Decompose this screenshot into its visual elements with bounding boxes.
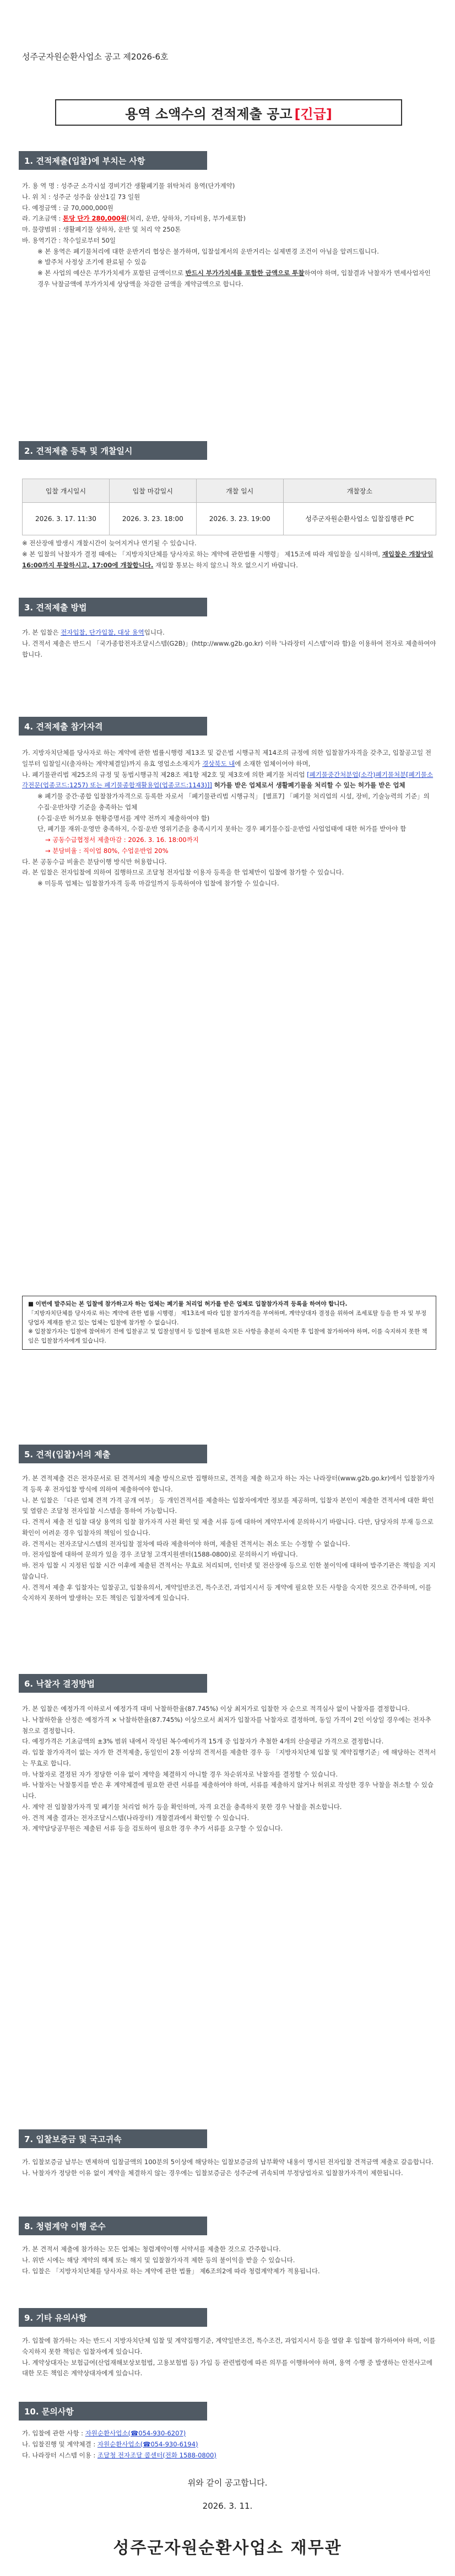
qual-a-1: 가. 지방자치단체를 당사자로 하는 계약에 관한 법률시행령 제13조 및 같은법 시행규칙 제14조의 규정에 의한 입찰참가자격을 갖추고, 입찰공고일 전일부터 입찰일시(출자하는 계약체결일)까지 유효 영업소소재지가 — [22, 749, 432, 768]
contact-bid — [22, 2428, 436, 2439]
table-row — [23, 503, 436, 535]
section-10-body — [22, 2428, 436, 2461]
notice-box-line-2: 「지방자치단체를 당사자로 하는 계약에 관한 법률 시행령」 제13조에 따라 입찰 참가자격을 부여하며, 계약상대자 결정을 위하여 조세포탈 등을 한 자 및 부정당업자 제재를 받고 있는 업체는 입찰에 참가할 수 없습니다. — [28, 1310, 427, 1326]
cell-place: 성주군자원순환사업소 입찰집행관 PC — [283, 503, 436, 535]
integrity-a: 가. 본 견적서 제출에 참가하는 모든 업체는 청렴계약이행 서약서를 제출한 것으로 간주합니다. — [22, 2245, 281, 2253]
joint-deadline: → 공동수급협정서 제출마감 : 2026. 3. 16. 18:00까지 — [45, 836, 199, 844]
award-i: 자. 계약담당공무원은 제출된 서류 등을 검토하여 필요한 경우 추가 서류를 요구할 수 있습니다. — [22, 1824, 283, 1833]
notice-number: 성주군자원순환사업소 공고 제2026-6호 — [22, 52, 169, 62]
joint-ratio: → 분담비율 : 직이업 80%, 수업운반업 20% — [45, 846, 169, 855]
quantity: 마. 물량범위 : 생활폐기물 상하차, 운반 및 처리 약 250톤 — [22, 226, 181, 234]
contact-contract-value: 자원순환사업소(☎054-930-6194) — [97, 2440, 198, 2448]
note-outage: ※ 전산장애 발생시 개찰시간이 늦어지거나 연기될 수 있습니다. — [22, 539, 197, 547]
col-place: 개찰장소 — [283, 479, 436, 503]
qualification-c: 다. 본 공동수급 비율은 분담이행 방식만 허용합니다. — [22, 857, 167, 866]
award-c: 다. 예정가격은 기초금액의 ±3% 범위 내에서 작성된 복수예비가격 15개 중 입찰자가 추첨한 4개의 산술평균 가격으로 결정합니다. — [22, 1737, 384, 1746]
section-7-body — [22, 2157, 436, 2179]
deposit-b: 나. 낙찰자가 정당한 이유 없이 계약을 체결하지 않는 경우에는 입찰보증금은 성주군에 귀속되며 부정당업자로 입찰참가자격이 제한됩니다. — [22, 2169, 403, 2177]
section-10-header: 10. 문의사항 — [19, 2402, 207, 2421]
contact-system — [22, 2450, 436, 2461]
submit-f: 바. 전자 입찰 시 지정된 입찰 시간 이후에 제출된 견적서는 무효로 처리되며, 인터넷 및 전산장애 등으로 인한 불이익에 대하여 발주기관은 책임을 지지 않습니다. — [22, 1561, 436, 1580]
award-g: 사. 계약 전 입찰참가자격 및 폐기물 처리업 허가 등을 확인하며, 자격 요건을 충족하지 못한 경우 낙찰을 취소합니다. — [22, 1802, 342, 1811]
base-price-value: 톤당 단가 280,000원 — [63, 214, 127, 223]
notice-box-line-1: ■ 이번에 발주되는 본 입찰에 참가하고자 하는 업체는 폐기물 처리업 허가를 받은 업체로 입찰참가자격 등록을 하여야 합니다. — [28, 1301, 348, 1307]
note-rebid-a: ※ 본 입찰의 낙찰자가 결정 때에는 「지방자치단체를 당사자로 하는 계약에 관한법률 시행령」 제15조에 따라 재입찰을 실시하며, — [22, 550, 382, 558]
section-8-header: 8. 청렴계약 이행 준수 — [19, 2217, 207, 2235]
qual-b-codes: [폐기물중간처분업(소각)폐기물처분[폐기물소각전문(업종코드:1257) 또는 폐기물종합재활용업(업종코드:1143)]] — [22, 770, 434, 790]
page-title — [55, 99, 402, 126]
col-opening: 개찰 일시 — [196, 479, 283, 503]
award-e: 마. 낙찰자로 결정된 자가 정당한 이유 없이 계약을 체결하지 아니할 경우 차순위자로 낙찰자를 결정할 수 있습니다. — [22, 1770, 338, 1778]
bid-type — [22, 627, 436, 638]
contact-system-value: 조달청 전자조달 콜센터(전화 1588-0800) — [97, 2451, 216, 2459]
section-6-body — [22, 1704, 436, 1834]
base-price-note: (처리, 운반, 상하차, 기타비용, 부가세포함) — [126, 214, 246, 223]
award-h: 아. 견적 제출 결과는 전자조달시스템(나라장터) 개찰결과에서 확인할 수 있습니다. — [22, 1813, 250, 1822]
cell-opening: 2026. 3. 23. 19:00 — [196, 503, 283, 535]
award-a: 가. 본 입찰은 예정가격 이하로서 예정가격 대비 낙찰하한율(87.745%) 이상 최저가로 입찰한 자 순으로 적격심사 없이 낙찰자를 결정합니다. — [22, 1705, 410, 1713]
section-9-header: 9. 기타 유의사항 — [19, 2308, 207, 2327]
section-8-body — [22, 2244, 436, 2277]
note-vat-a: ※ 본 사업의 예산은 부가가치세가 포함된 금액이므로 — [37, 269, 186, 277]
qualification-b — [22, 770, 436, 792]
contact-bid-value: 자원순환사업소(☎054-930-6207) — [85, 2429, 186, 2437]
note-distance: ※ 본 용역은 폐기물처리에 대한 운반거리 협상은 불가하며, 입찰설계서의 운반거리는 실제변경 조건이 아님을 알려드립니다. — [37, 247, 379, 255]
contact-system-label: 다. 나라장터 시스템 이용 : — [22, 2451, 98, 2459]
qual-b-1: 나. 폐기물관리법 제25조의 규정 및 동법시행규칙 제28조 제1항 제2호 및 제3호에 의한 폐기물 처리업 — [22, 770, 305, 779]
section-4-header: 4. 견적제출 참가자격 — [19, 717, 207, 736]
cell-close: 2026. 3. 23. 18:00 — [109, 503, 196, 535]
submit-g: 사. 견적서 제출 후 입찰자는 입찰공고, 입찰유의서, 계약일반조건, 특수조건, 과업지시서 등 계약에 필요한 모든 사항을 숙지한 것으로 간주하며, 이를 숙지하지 못하여 발생하는 모든 책임은 입찰자에게 있습니다. — [22, 1583, 432, 1602]
section-5-header: 5. 견적(입찰)서의 제출 — [19, 1445, 207, 1463]
award-f: 바. 낙찰자는 낙찰통지를 받은 후 계약체결에 필요한 관련 서류를 제출하여야 하며, 서류를 제출하지 않거나 허위로 작성한 경우 낙찰을 취소할 수 있습니다. — [22, 1781, 434, 1800]
contact-contract — [22, 2439, 436, 2450]
note-vat — [22, 268, 436, 290]
misc-a: 가. 입찰에 참가하는 자는 반드시 지방자치단체 입찰 및 계약집행기준, 계약일반조건, 특수조건, 과업지시서 등을 열람 후 입찰에 참가하여야 하며, 이를 숙지하지 못한 책임은 입찰자에게 있습니다. — [22, 2337, 436, 2355]
notice-box-line-3: ※ 입찰참가자는 입찰에 참여하기 전에 입찰공고 및 입찰설명서 등 입찰에 필요한 모든 사항을 충분히 숙지한 후 입찰에 참가하여야 하며, 이를 숙지하지 못한 책임은 입찰참가자에게 있습니다. — [28, 1328, 427, 1345]
col-close: 입찰 마감일시 — [109, 479, 196, 503]
service-period: 바. 용역기간 : 착수일로부터 50일 — [22, 236, 116, 244]
qualification-notice-box — [22, 1296, 436, 1350]
section-4-body — [22, 748, 436, 889]
section-3-body — [22, 627, 436, 660]
col-open: 입찰 개시일시 — [23, 479, 110, 503]
section-6-header: 6. 낙찰자 결정방법 — [19, 1674, 207, 1693]
schedule-table — [22, 479, 436, 535]
award-b: 나. 낙찰하한율 산정은 예정가격 × 낙찰하한율(87.745%) 이상으로서 최저가 입찰자를 낙찰자로 결정하며, 동일 가격이 2인 이상일 경우에는 전자추첨으로 결정합니다. — [22, 1715, 431, 1735]
section-2-header: 2. 견적제출 등록 및 개찰일시 — [19, 441, 207, 460]
title-text: 용역 소액수의 견적제출 공고 — [125, 106, 292, 122]
award-d: 라. 입찰 참가자격이 없는 자가 한 견적제출, 동일인이 2통 이상의 견적서를 제출한 경우 등 「지방자치단체 입찰 및 계약집행기준」에 해당하는 견적서는 무효로 합니다. — [22, 1748, 436, 1767]
section-5-body — [22, 1473, 436, 1604]
base-price-label: 라. 기초금액 : — [22, 214, 63, 223]
urgent-badge: [긴급] — [294, 106, 332, 122]
qual-a-3: 에 소재한 업체이어야 하며, — [235, 759, 311, 768]
cell-open: 2026. 3. 17. 11:30 — [23, 503, 110, 535]
qual-note-3: 단, 폐기물 재위·운영만 충족하지, 수집·운반 영위기준을 충족시키지 못하는 경우 폐기물수집·운반업 사업업태에 대한 허가를 받아야 함 — [37, 825, 407, 833]
contact-bid-label: 가. 입찰에 관한 사항 : — [22, 2429, 85, 2437]
service-name: 가. 용 역 명 : 성주군 소각시설 경비기간 생활폐기물 위탁처리 용역(단가계약) — [22, 182, 235, 190]
submit-c: 다. 견적서 제출 전 입찰 대상 용역의 입찰 참가자격 사전 확인 및 제출 서류 등에 대하여 계약부서에 문의하시기 바랍니다. 다만, 담당자의 부재 등으로 확인이 어려운 경우 입찰자의 책임이 있습니다. — [22, 1518, 434, 1537]
qual-note-4: ※ 미등록 업체는 입찰참가자격 등록 마감일까지 등록하여야 입찰에 참가할 수 있습니다. — [37, 879, 279, 888]
section-3-header: 3. 견적제출 방법 — [19, 598, 207, 616]
note-rebid-b: 재입찰은 개찰당일 16:00까지 투찰하시고, 17:00에 개찰합니다. — [22, 550, 434, 569]
estimated-price: 다. 예정금액 : 금 70,000,000원 — [22, 203, 113, 212]
section-1-body — [22, 181, 436, 290]
submit-e: 마. 전자입찰에 대하여 문의가 있을 경우 조달청 고객지원센터(1588-0800)로 문의하시기 바랍니다. — [22, 1550, 298, 1559]
closing-text: 위와 같이 공고합니다. — [187, 2478, 268, 2488]
submit-a: 가. 본 견적제출 건은 전자문서로 된 견적서의 제출 방식으로만 집행하므로, 견적을 제출 하고자 하는 자는 나라장터(www.g2b.go.kr)에서 입찰참가자격 등록 후 전자입찰 방식에 의하여 제출하여야 합니다. — [22, 1474, 435, 1493]
note-rebid-c: 재입찰 통보는 하지 않으니 착오 없으시기 바랍니다. — [153, 561, 298, 569]
bid-type-b: 전자입찰, 단가입찰, 대상 용역 — [61, 629, 144, 636]
issuing-organization: 성주군자원순환사업소 재무관 — [113, 2539, 342, 2558]
submit-method: 나. 견적서 제출은 반드시 「국가종합전자조달시스템(G2B)」(http://www.g2b.go.kr) 이하 '나라장터 시스템'이라 함)을 이용하여 전자로 제출하여야 합니다. — [22, 639, 436, 658]
closing-date: 2026. 3. 11. — [202, 2501, 253, 2511]
bid-type-a: 가. 본 입찰은 — [22, 629, 61, 636]
qual-note-1: ※ 폐기물 중간·종합 입찰참가자격으로 등록한 자로서 「폐기물관리법 시행규칙」 [별표7] 「폐기물 처리업의 시설, 장비, 기술능력의 기준」의 수집·운반차량 기준을 충족하는 업체 — [37, 792, 430, 811]
note-vat-b: 반드시 부가가치세를 포함한 금액으로 투찰 — [185, 269, 305, 277]
section-2-notes — [22, 538, 436, 571]
qual-a-region: 경상북도 내 — [202, 759, 235, 768]
integrity-c: 다. 입찰은 「지방자치단체를 당사자로 하는 계약에 관한 법률」 제6조의2에 따라 청렴계약제가 적용됩니다. — [22, 2267, 320, 2275]
note-vat-c: 하여야 하며, 입찰결과 낙찰자가 면세사업자인 경우 낙찰금액에 부가가치세 상당액을 차감한 금액을 계약금액으로 합니다. — [37, 269, 431, 288]
qualification-d: 라. 본 입찰은 전자입찰에 의하여 집행하므로 조달청 전자입찰 이용자 등록을 한 업체만이 입찰에 참가할 수 있습니다. — [22, 868, 344, 877]
qual-b-3: 허가를 받은 업체로서 생활폐기물을 처리할 수 있는 허가를 받은 업체 — [214, 781, 405, 790]
misc-b: 나. 계약상대자는 보험급여(산업재해보상보험법, 고용보험법 등) 가입 등 관련법령에 따른 의무를 이행하여야 하며, 용역 수행 중 발생하는 안전사고에 대한 모든 책임은 계약상대자에게 있습니다. — [22, 2358, 432, 2378]
note-early: ※ 발주처 사정상 조기에 완료될 수 있음 — [37, 258, 147, 266]
qualification-a — [22, 748, 436, 770]
deposit-a: 가. 입찰보증금 납부는 면제하며 입찰금액의 100분의 5이상에 해당하는 입찰보증금의 납부확약 내용이 명시된 전자입찰 견적금액 제출로 갈음합니다. — [22, 2158, 434, 2166]
submit-d: 라. 견적서는 전자조달시스템의 전자입찰 절차에 따라 제출하여야 하며, 제출된 견적서는 취소 또는 수정할 수 없습니다. — [22, 1539, 350, 1548]
submit-b: 나. 본 입찰은 「다른 업체 견적 가격 공개 여부」 등 개인견적서를 제출하는 입찰자에게만 정보를 제공하며, 입찰자 본인이 제출한 견적서에 대한 확인 및 열람은 조달청 전자입찰 시스템을 통하여 가능합니다. — [22, 1496, 434, 1515]
table-header-row — [23, 479, 436, 503]
section-7-header: 7. 입찰보증금 및 국고귀속 — [19, 2129, 207, 2148]
base-price — [22, 213, 436, 224]
qual-note-2: (수집·운반 허가보유 현황증명서를 계약 전까지 제출하여야 함) — [37, 814, 210, 822]
note-rebid — [22, 549, 436, 571]
section-9-body — [22, 2336, 436, 2379]
integrity-b: 나. 위반 시에는 해당 계약의 해제 또는 해지 및 입찰참가자격 제한 등의 불이익을 받을 수 있습니다. — [22, 2256, 295, 2264]
location: 나. 위 치 : 성주군 성주읍 삼산1길 73 일원 — [22, 192, 140, 201]
bid-type-c: 입니다. — [144, 629, 165, 636]
section-1-header: 1. 견적제출(입찰)에 부치는 사항 — [19, 151, 207, 170]
contact-contract-label: 나. 입찰진행 및 계약체결 : — [22, 2440, 98, 2448]
